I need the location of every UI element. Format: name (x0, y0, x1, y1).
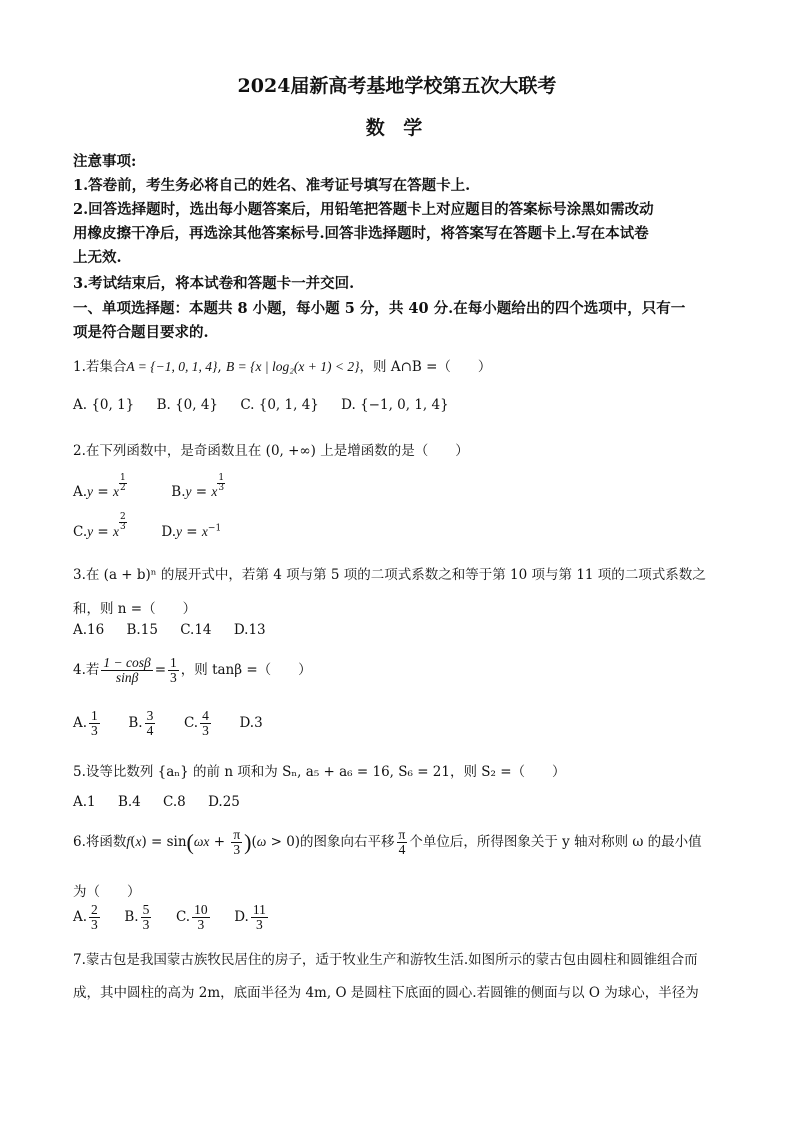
option-d[interactable]: D. {−1, 0, 1, 4} (341, 397, 449, 413)
question-4-options (73, 709, 263, 738)
question-7-stem-line-2: 成，其中圆柱的高为 2m，底面半径为 4m, O 是圆柱下底面的圆心.若圆锥的侧面与以 O 为球心，半径为 (73, 985, 699, 1001)
option-c[interactable]: C.14 (180, 622, 212, 638)
question-5-stem: 5.设等比数列 {aₙ} 的前 n 项和为 Sₙ, a₅ + a₆ = 16, S₆ = 21，则 S₂ =（ ） (73, 764, 566, 780)
option-c[interactable]: C. $\frac{10}{3}$ (175, 902, 208, 933)
option-a[interactable]: A.1 (73, 794, 96, 810)
question-1-stem: 1.若集合A = {−1, 0, 1, 4}, B = {x | log₂(x + 1) < 2}，则 A∩B =（ ） (73, 359, 492, 375)
question-6-stem: 6.将函数f(x) = sin(ωx + $\frac{\pi}{3}$ )(ω > 0)的图象向右平移 $\frac{\pi}{4}$ 个单位后，所得图象关于 y 轴对称则 ω 的最小值 (73, 827, 702, 858)
set-a: A = {−1, 0, 1, 4} (126, 359, 218, 374)
notice-item-3: 3.考试结束后，将本试卷和答题卡一并交回. (73, 275, 355, 292)
option-d[interactable]: D. $\frac{11}{3}$ (234, 902, 266, 933)
question-3-stem-line-2: 和，则 n =（ ） (73, 601, 197, 617)
option-b[interactable]: B.15 (126, 622, 158, 638)
option-b[interactable]: B. $\frac{5}{3}$ (124, 902, 150, 933)
exam-title: 2024届新高考基地学校第五次大联考 (237, 75, 557, 97)
option-d[interactable]: D.13 (233, 622, 266, 638)
option-a[interactable]: A. $\frac{1}{3}$ (73, 708, 98, 739)
option-c[interactable]: C. {0, 1, 4} (240, 397, 319, 413)
option-b[interactable]: B.4 (117, 794, 141, 810)
question-2-options-row-2 (73, 512, 222, 540)
question-3-stem-line-1: 3.在 (a + b)ⁿ 的展开式中，若第 4 项与第 5 项的二项式系数之和等于第 10 项与第 11 项的二项式系数之 (73, 567, 706, 583)
option-b[interactable]: B. {0, 4} (156, 397, 219, 413)
notice-item-2-line-2: 用橡皮擦干净后，再选涂其他答案标号.回答非选择题时，将答案写在答题卡上.写在本试卷 (73, 225, 649, 242)
option-d[interactable]: $D.y = x^{-1}$ (161, 523, 222, 540)
question-7-stem-line-1: 7.蒙古包是我国蒙古族牧民居住的房子，适于牧业生产和游牧生活.如图所示的蒙古包由圆柱和圆锥组合而 (73, 952, 698, 968)
option-a[interactable]: A.16 (73, 622, 105, 638)
option-d[interactable]: D.3 (239, 715, 263, 732)
section-heading-line-1: 一、单项选择题：本题共 8 小题，每小题 5 分，共 40 分.在每小题给出的四个选项中，只有一 (73, 300, 686, 317)
option-c[interactable]: C.8 (163, 794, 186, 810)
notice-item-1: 1.答卷前，考生务必将自己的姓名、准考证号填写在答题卡上. (73, 177, 471, 194)
question-5-options (73, 794, 258, 810)
notice-item-2-line-3: 上无效. (73, 249, 122, 266)
question-2-options-row-1 (73, 473, 225, 500)
option-a[interactable]: A. {0, 1} (73, 397, 135, 413)
option-c[interactable]: C. $\frac{4}{3}$ (183, 708, 209, 739)
question-4-stem: 4.若 $\frac{1 - \cos\beta}{\sin\beta}$ = $\frac{1}{3}$ ，则 tanβ =（ ） (73, 655, 312, 686)
subject-title: 数 学 (365, 117, 429, 139)
set-b: B = {x | log₂(x + 1) < 2} (226, 359, 360, 374)
option-c[interactable]: C.y = x $\frac{2}{3}$ (73, 512, 126, 540)
option-a[interactable]: A. $\frac{2}{3}$ (73, 902, 98, 933)
option-d[interactable]: D.25 (208, 794, 240, 810)
option-b[interactable]: B.y = x $\frac{1}{3}$ (171, 473, 225, 500)
section-heading-line-2: 项是符合题目要求的. (73, 324, 209, 341)
question-3-options (73, 622, 284, 638)
question-6-stem-line-2: 为（ ） (73, 884, 141, 900)
notice-heading: 注意事项: (73, 153, 137, 170)
notice-item-2-line-1: 2.回答选择题时，选出每小题答案后，用铅笔把答题卡上对应题目的答案标号涂黑如需改动 (73, 201, 654, 218)
question-2-stem: 2.在下列函数中，是奇函数且在 (0, +∞) 上是增函数的是（ ） (73, 443, 469, 459)
question-6-options (73, 903, 270, 932)
option-b[interactable]: B. $\frac{3}{4}$ (128, 708, 154, 739)
question-1-options (73, 397, 467, 413)
option-a[interactable]: A.y = x $\frac{1}{2}$ (73, 473, 126, 500)
